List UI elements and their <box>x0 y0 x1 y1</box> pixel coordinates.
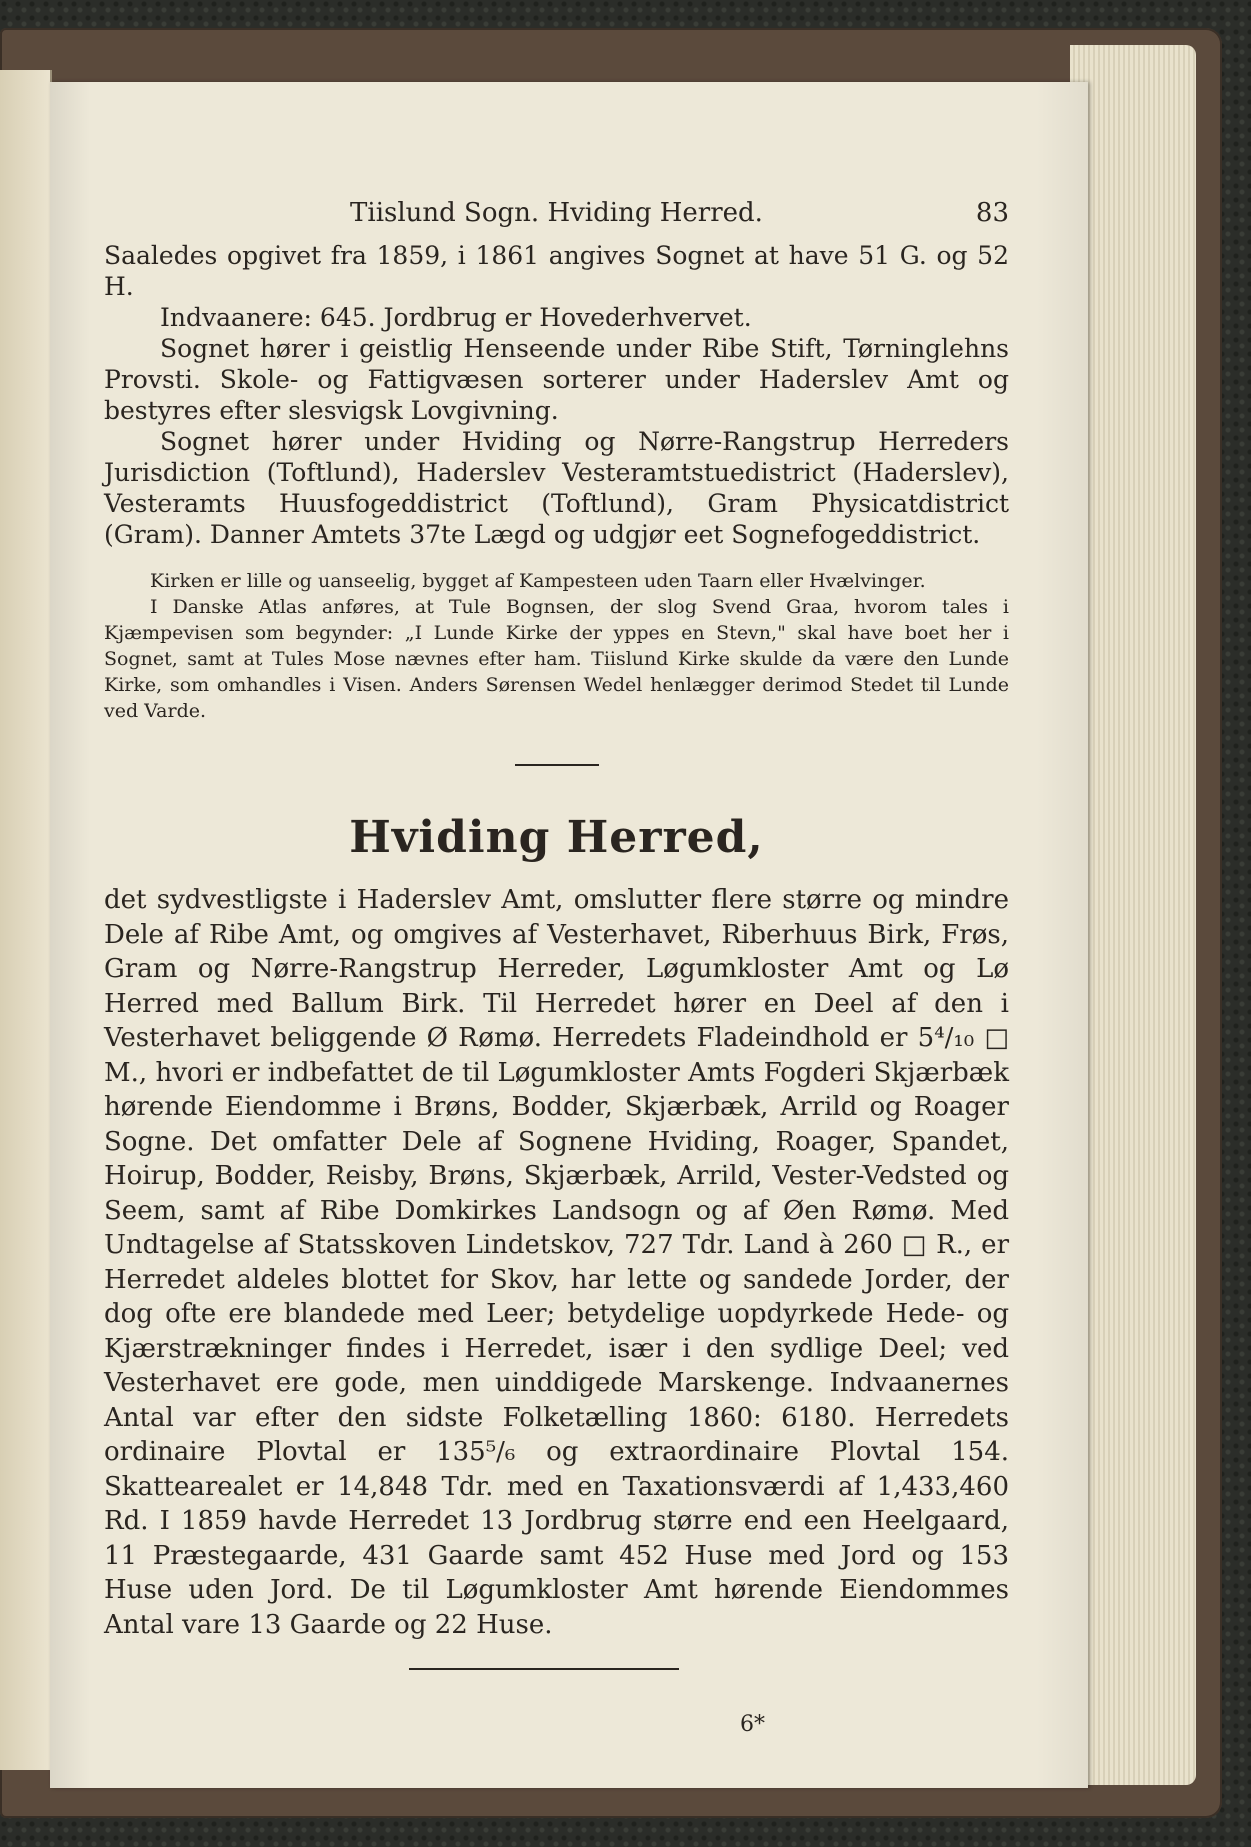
left-page-edge <box>0 70 52 1770</box>
paragraph: Sognet hører under Hviding og Nørre-Rangstrup Herreders Jurisdiction (Toftlund), Haderslev Vesteramtstuedistrict (Haderslev), Vesteramts Huusfogeddistrict (Toftlund), Gram Physicatdistrict (Gram). Danner Amtets 37te Lægd og udgjør eet Sognefogeddistrict. <box>104 427 1009 549</box>
book-page <box>50 82 1088 1788</box>
small-paragraph: I Danske Atlas anføres, at Tule Bognsen, der slog Svend Graa, hvorom tales i Kjæmpevisen som begynder: „I Lunde Kirke der yppes en Stevn," skal have boet her i Sognet, samt at Tules Mose nævnes efter ham. Tiislund Kirke skulde da være den Lunde Kirke, som omhandles i Visen. Anders Sørensen Wedel henlægger derimod Stedet til Lunde ved Varde. <box>104 596 1009 722</box>
running-head-title: Tiislund Sogn. Hviding Herred. <box>350 198 763 228</box>
body-paragraph: det sydvestligste i Haderslev Amt, omslutter flere større og mindre Dele af Ribe Amt, og omgives af Vesterhavet, Riberhuus Birk, Frøs, Gram og Nørre-Rangstrup Herreder, Løgumkloster Amt og Lø Herred med Ballum Birk. Til Herredet hører en Deel af den i Vesterhavet beliggende Ø Rømø. Herredets Fladeindhold er 5⁴/₁₀ □ M., hvori er indbefattet de til Løgumkloster Amts Fogderi Skjærbæk hørende Eiendomme i Brøns, Bodder, Skjærbæk, Arrild og Roager Sogne. Det omfatter Dele af Sognene Hviding, Roager, Spandet, Hoirup, Bodder, Reisby, Brøns, Skjærbæk, Arrild, Vester-Vedsted og Seem, samt af Ribe Domkirkes Landsogn og af Øen Rømø. Med Undtagelse af Statsskoven Lindetskov, 727 Tdr. Land à 260 □ R., er Herredet aldeles blottet for Skov, har lette og sandede Jorder, der dog ofte ere blandede med Leer; betydelige uopdyrkede Hede- og Kjærstrækninger findes i Herredet, især i den sydlige Deel; ved Vesterhavet ere gode, men uinddigede Marskenge. Indvaanernes Antal var efter den sidste Folketælling 1860: 6180. Herredets ordinaire Plovtal er 135⁵/₆ og extraordinaire Plovtal 154. Skattearealet er 14,848 Tdr. med en Taxationsværdi af 1,433,460 Rd. I 1859 havde Herredet 13 Jordbrug større end een Heelgaard, 11 Præstegaarde, 431 Gaarde samt 452 Huse med Jord og 153 Huse uden Jord. De til Løgumkloster Amt hørende Eiendommes Antal vare 13 Gaarde og 22 Huse. <box>104 885 1009 1640</box>
paragraph: Sognet hører i geistlig Henseende under Ribe Stift, Tørninglehns Provsti. Skole- og Fattigvæsen sorterer under Haderslev Amt og bestyres efter slesvigsk Lovgivning. <box>104 334 1009 425</box>
top-paragraphs <box>104 240 1009 550</box>
section-heading: Hviding Herred, <box>349 812 764 863</box>
page-content <box>104 192 1009 1670</box>
page-edges <box>1070 45 1196 1785</box>
signature-mark: 6* <box>740 1712 765 1737</box>
paragraph: Indvaanere: 645. Jordbrug er Hovederhvervet. <box>160 303 752 332</box>
small-paragraph: Kirken er lille og uanseelig, bygget af Kampesteen uden Taarn eller Hvælvinger. <box>150 570 926 592</box>
note-paragraphs <box>104 568 1009 724</box>
running-head <box>104 192 1009 232</box>
page-number: 83 <box>975 198 1009 228</box>
divider-rule <box>515 764 599 766</box>
paragraph: Saaledes opgivet fra 1859, i 1861 angives Sognet at have 51 G. og 52 H. <box>104 241 1009 301</box>
footer-rule <box>409 1668 679 1670</box>
